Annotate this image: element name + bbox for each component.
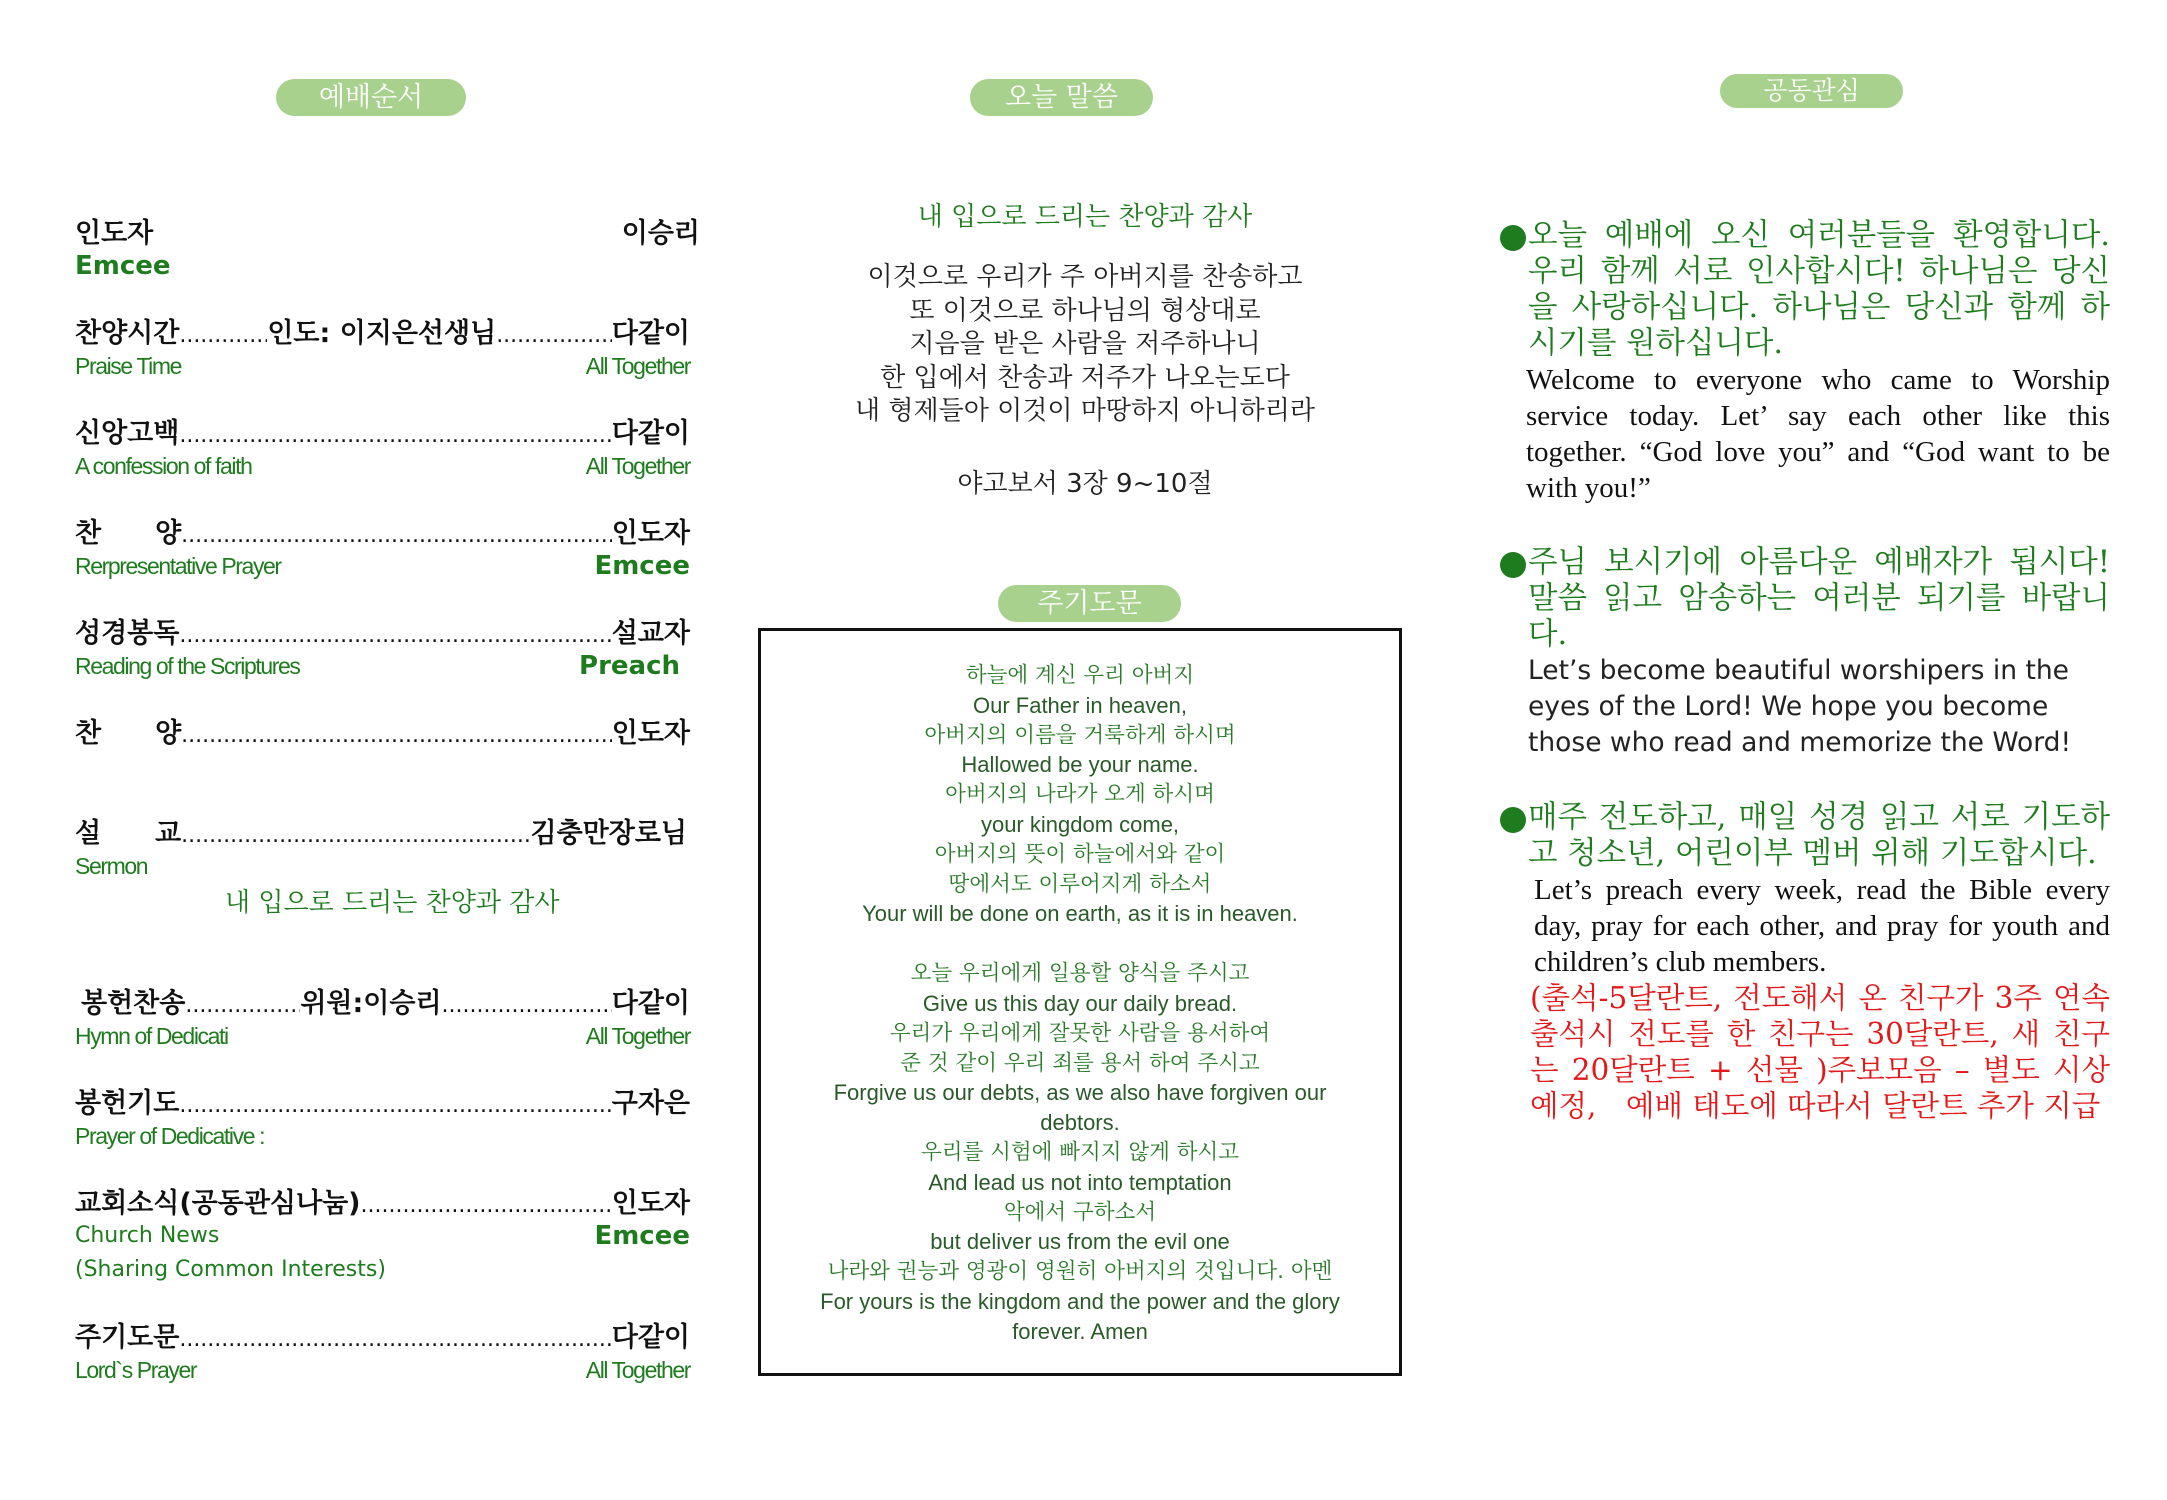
order-item-person: 다같이 [611, 1322, 690, 1353]
order-item-english: A confession of faith [75, 453, 252, 479]
prayer-line: 오늘 우리에게 일용할 양식을 주시고 [910, 961, 1250, 987]
prayer-line: And lead us not into temptation [928, 1169, 1232, 1195]
prayer-line: Our Father in heaven, [972, 692, 1187, 718]
order-item-title: 봉헌찬송 [81, 988, 186, 1019]
bullet-icon [1500, 225, 1526, 251]
prayer-line: forever. Amen [1012, 1318, 1148, 1344]
order-item-title: 설 교 [75, 818, 182, 849]
prayer-line: your kingdom come, [980, 811, 1180, 837]
verse-text [750, 261, 1420, 429]
verse-reference: 야고보서 3장 9~10절 [957, 469, 1213, 499]
order-item-person: 인도자 [611, 718, 690, 749]
order-item-offering-prayer [75, 1081, 690, 1153]
common-interests-header: 공동관심 [1720, 74, 1903, 108]
order-item-title: 신앙고백 [75, 418, 180, 449]
order-item-emcee [75, 211, 700, 283]
order-item-english-right: Emcee [594, 1221, 690, 1251]
prayer-line: 우리를 시험에 빠지지 않게 하시고 [920, 1139, 1240, 1165]
order-item-offering-hymn [75, 981, 690, 1053]
lords-prayer-box [758, 628, 1402, 1376]
order-item-person: 김충만장로님 [530, 818, 687, 849]
verse-title: 내 입으로 드리는 찬양과 감사 [917, 202, 1253, 232]
order-item-english: Church News [75, 1223, 220, 1248]
order-item-english-right: Preach [579, 651, 680, 681]
verse-line: 이것으로 우리가 주 아버지를 찬송하고 [867, 262, 1303, 292]
order-item-english: Prayer of Dedicative : [75, 1123, 265, 1149]
order-item-english: Emcee [75, 251, 171, 281]
prayer-line: For yours is the kingdom and the power and the glory [820, 1288, 1340, 1314]
order-item-hymn-2 [75, 711, 690, 749]
lords-prayer-header: 주기도문 [998, 585, 1181, 622]
announcement-worship [1500, 545, 2110, 761]
verse-line: 또 이것으로 하나님의 형상대로 [909, 295, 1261, 326]
bullet-icon [1500, 552, 1526, 578]
order-item-leader: 위원:이승리 [300, 988, 442, 1019]
todays-word-header: 오늘 말씀 [970, 79, 1153, 116]
order-item-person: 인도자 [611, 1188, 690, 1219]
prayer-line: 악에서 구하소서 [1003, 1199, 1157, 1225]
prayer-line: 아버지의 이름을 거룩하게 하시며 [924, 722, 1236, 748]
sermon-title: 내 입으로 드리는 찬양과 감사 [225, 888, 560, 918]
todays-word-column [750, 0, 1420, 1500]
bullet-icon [1500, 807, 1526, 833]
announcement-english: Let’s become beautiful worshipers in the eyes of the Lord! We hope you become those who read and memorize the Word! [1528, 655, 2072, 758]
order-item-title: 봉헌기도 [75, 1088, 180, 1119]
order-item-person: 다같이 [611, 418, 690, 449]
order-item-person: 인도자 [611, 518, 690, 549]
order-item-person: 이승리 [621, 218, 700, 249]
order-item-leader: 인도: 이지은선생님 [267, 318, 497, 349]
prayer-line: debtors. [1040, 1110, 1120, 1136]
order-item-title: 찬양시간 [75, 318, 180, 349]
order-item-title: 찬 양 [75, 518, 182, 549]
order-item-scripture [75, 611, 690, 683]
announcement-korean: 매주 전도하고, 매일 성경 읽고 서로 기도하고 청소년, 어린이부 멤버 위해 기도합시다. [1528, 800, 2110, 871]
order-item-hymn-1 [75, 511, 690, 583]
order-item-english-right: All Together [585, 353, 690, 379]
order-item-english-right: All Together [585, 453, 690, 479]
order-item-english-right: All Together [585, 1357, 690, 1383]
prayer-line: 하늘에 계신 우리 아버지 [965, 663, 1195, 688]
prayer-line: 우리가 우리에게 잘못한 사람을 용서하여 [889, 1020, 1271, 1046]
order-item-title: 성경봉독 [75, 618, 180, 649]
order-item-confession [75, 411, 690, 483]
prayer-line: Hallowed be your name. [961, 752, 1199, 778]
prayer-line: 준 것 같이 우리 죄를 용서 하여 주시고 [900, 1050, 1260, 1076]
order-item-english: Rerpresentative Prayer [75, 553, 281, 579]
prayer-line: 나라와 권능과 영광이 영원히 아버지의 것입니다. 아멘 [827, 1259, 1333, 1285]
order-item-english: Hymn of Dedicati [75, 1023, 228, 1049]
announcement-korean: 주님 보시기에 아름다운 예배자가 됩시다! 말씀 읽고 암송하는 여러분 되기를 바랍니다. [1528, 545, 2110, 652]
prayer-line: Give us this day our daily bread. [922, 990, 1238, 1016]
order-item-praise-time [75, 311, 690, 383]
order-item-sermon [75, 811, 690, 883]
announcement-korean: 오늘 예배에 오신 여러분들을 환영합니다. 우리 함께 서로 인사합시다! 하나님은 당신을 사랑하십니다. 하나님은 당신과 함께 하시기를 원하십니다. [1528, 218, 2110, 361]
announcement-english: Welcome to everyone who came to Worship service today. Let’ say each other like this together. “God love you” and “God want to be with you!” [1526, 364, 2110, 504]
announcement-evangelism [1500, 800, 2110, 1124]
order-item-person: 설교자 [611, 618, 690, 649]
talent-reward-note: (출석-5달란트, 전도해서 온 친구가 3주 연속 출석시 전도를 한 친구는 30달란트, 새 친구는 20달란트 + 선물 )주보모음 – 별도 시상 예정, 예배 태도에 따라서 달란트 추가 지급 [1530, 981, 2110, 1123]
prayer-line: Forgive us our debts, as we also have forgiven our [833, 1080, 1327, 1106]
prayer-line: Your will be done on earth, as it is in heaven. [862, 901, 1298, 927]
verse-line: 내 형제들아 이것이 마땅하지 아니하리라 [854, 396, 1316, 426]
announcement-welcome [1500, 218, 2110, 506]
order-item-english: Reading of the Scriptures [75, 653, 300, 679]
verse-line: 한 입에서 찬송과 저주가 나오는도다 [880, 362, 1290, 393]
order-item-church-news [75, 1181, 690, 1287]
prayer-line: but deliver us from the evil one [930, 1229, 1230, 1255]
order-item-title: 인도자 [75, 218, 154, 249]
order-item-english: Lord`s Prayer [75, 1357, 197, 1383]
order-item-title: 주기도문 [75, 1322, 180, 1353]
order-item-english-right: Emcee [594, 551, 690, 581]
order-item-lords-prayer [75, 1315, 690, 1387]
order-item-english: Sermon [75, 853, 148, 879]
lords-prayer-text [761, 661, 1399, 1347]
order-item-person: 구자은 [611, 1088, 690, 1119]
prayer-line: 땅에서도 이루어지게 하소서 [948, 871, 1212, 897]
prayer-line: 아버지의 뜻이 하늘에서와 같이 [934, 841, 1226, 867]
order-item-title: 찬 양 [75, 718, 182, 749]
order-item-english: Praise Time [75, 353, 182, 379]
verse-line: 지음을 받은 사람을 저주하나니 [909, 329, 1261, 359]
order-item-person: 다같이 [611, 988, 690, 1019]
prayer-line: 아버지의 나라가 오게 하시며 [945, 782, 1215, 808]
order-item-english-2: (Sharing Common Interests) [75, 1257, 386, 1282]
announcement-english: Let’s preach every week, read the Bible every day, pray for each other, and pray for youth and children’s club members. [1534, 874, 2110, 978]
order-of-service-header: 예배순서 [276, 79, 466, 116]
prayer-gap [761, 929, 1399, 959]
order-item-english-right: All Together [585, 1023, 690, 1049]
order-item-title: 교회소식(공동관심나눔) [75, 1188, 361, 1219]
common-interests-column [1500, 0, 2110, 1500]
order-of-service-column [75, 0, 700, 1500]
order-item-person: 다같이 [611, 318, 690, 349]
